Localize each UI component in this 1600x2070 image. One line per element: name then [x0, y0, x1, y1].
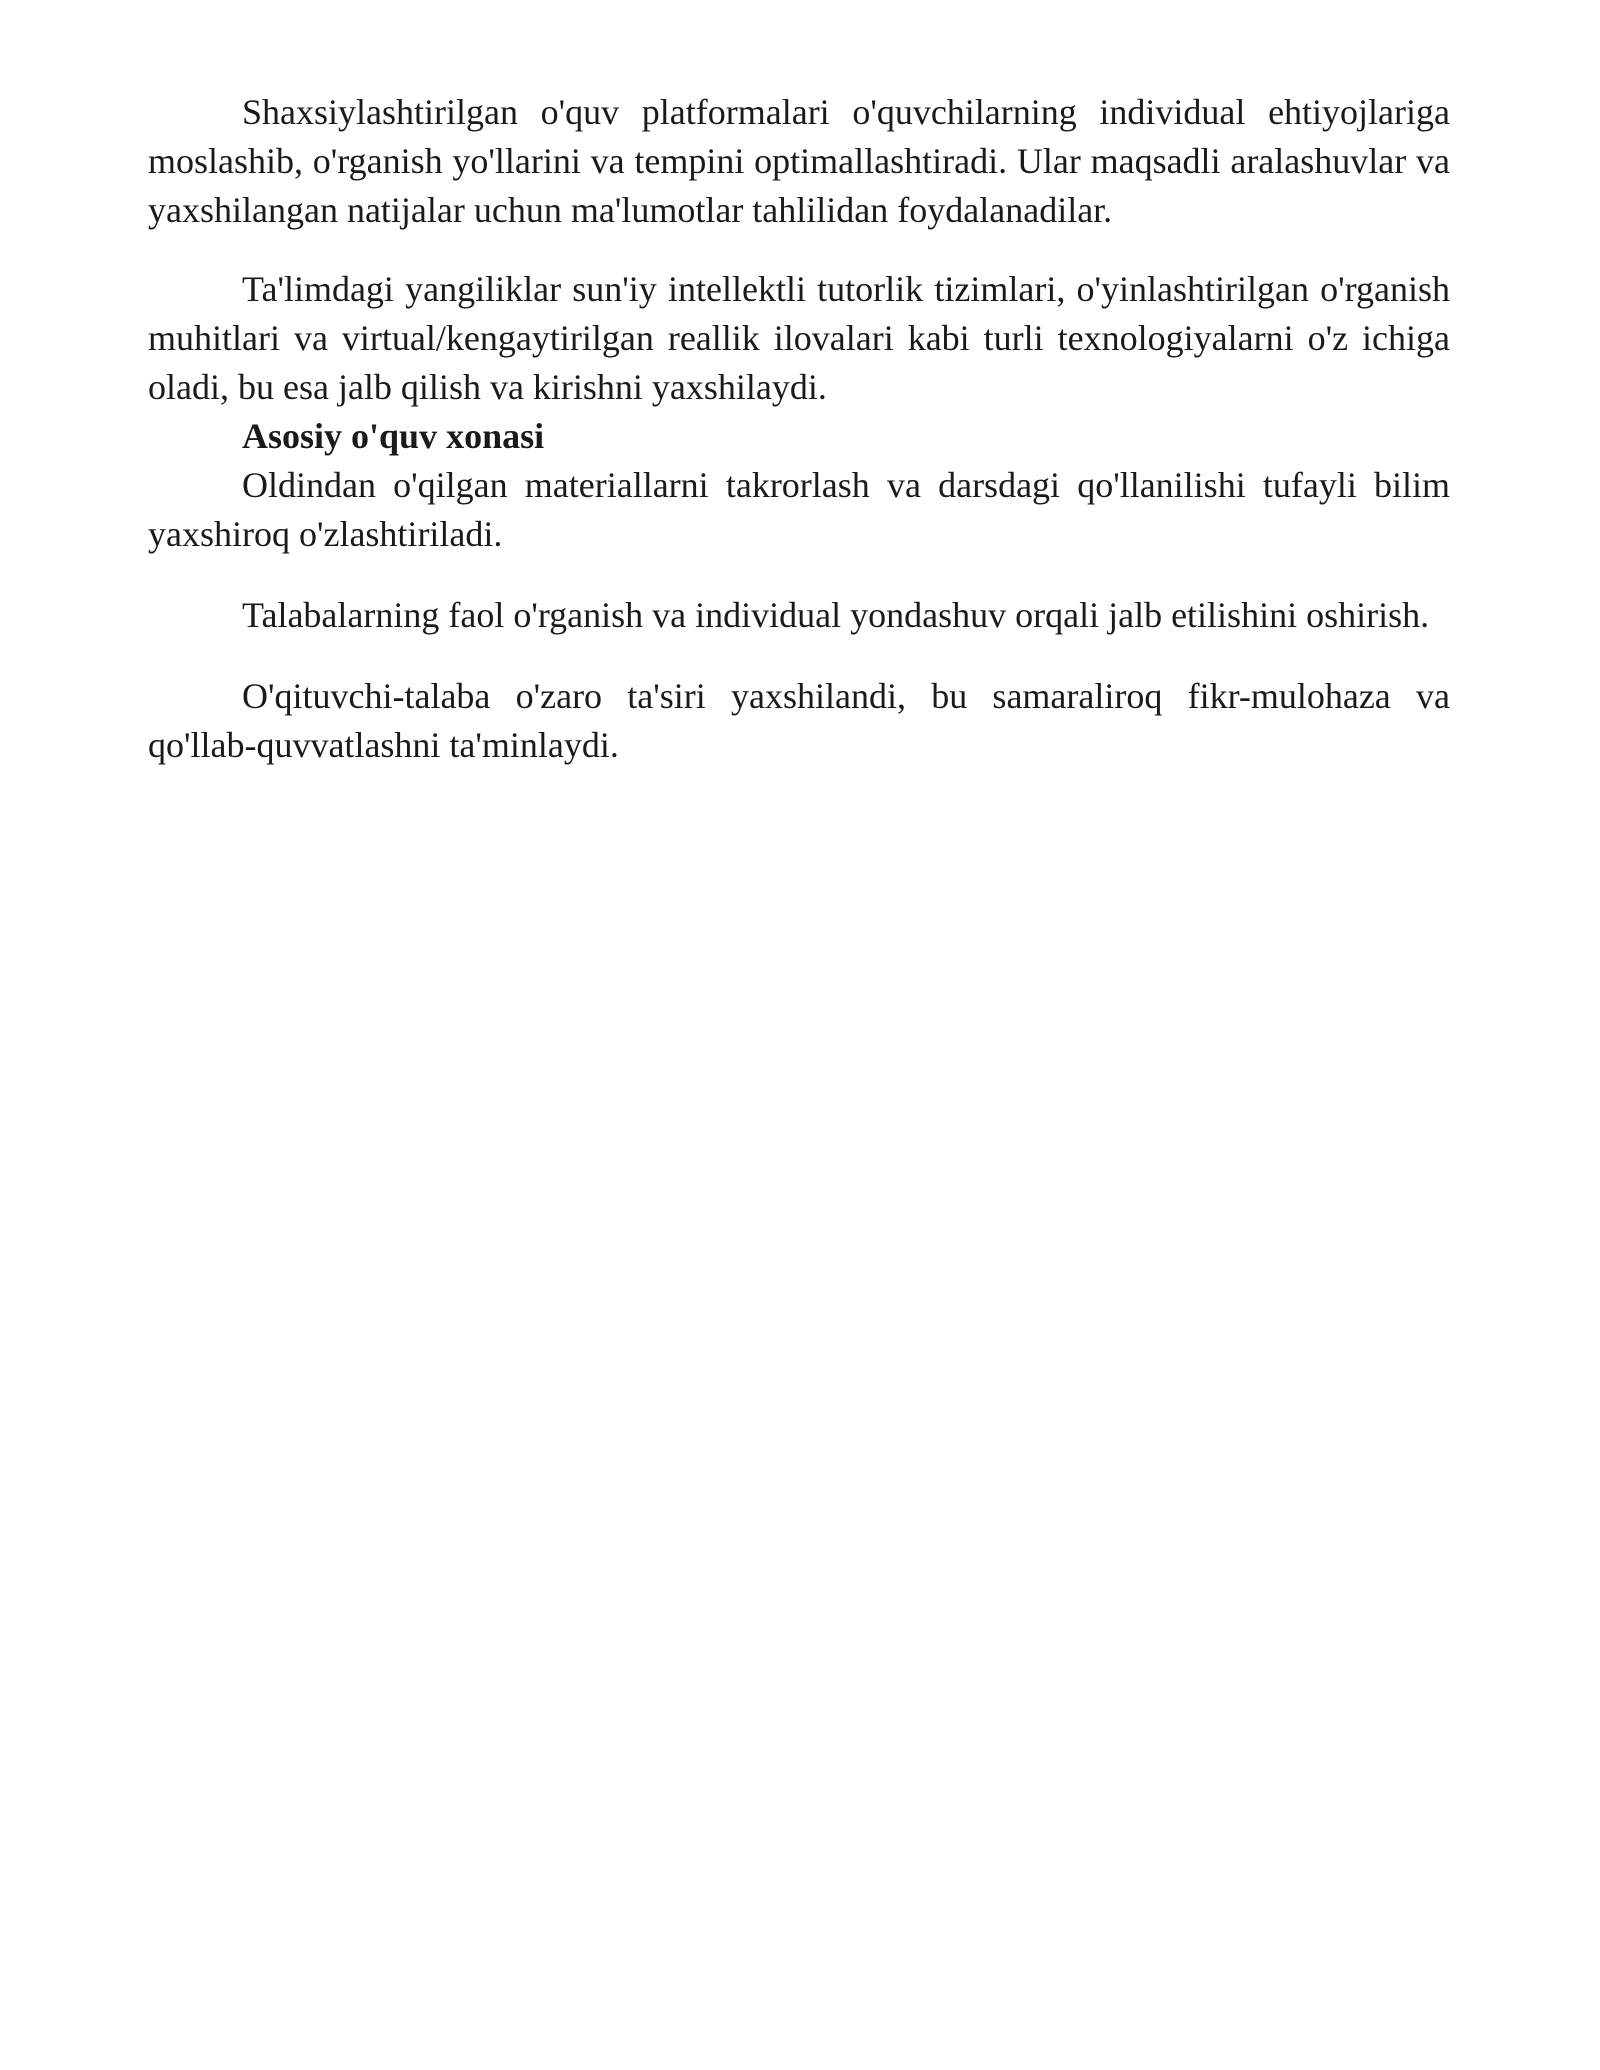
paragraph-education-innovations: Ta'limdagi yangiliklar sun'iy intellektli tutorlik tizimlari, o'yinlashtirilgan o'rganish muhitlari va virtual/kengaytirilgan reallik ilovalari kabi turli texnologiyalarni o'z ichiga oladi, bu esa jalb qilish va kirishni yaxshilaydi. [148, 269, 1450, 407]
section-heading: Asosiy o'quv xonasi [242, 416, 545, 456]
paragraph-student-engagement: Talabalarning faol o'rganish va individual yondashuv orqali jalb etilishini oshirish. [242, 595, 1430, 635]
paragraph-knowledge-retention: Oldindan o'qilgan materiallarni takrorlash va darsdagi qo'llanilishi tufayli bilim yaxshiroq o'zlashtiriladi. [148, 465, 1450, 554]
paragraph-personalized-platforms: Shaxsiylashtirilgan o'quv platformalari o'quvchilarning individual ehtiyojlariga moslashib, o'rganish yo'llarini va tempini optimallashtiradi. Ular maqsadli aralashuvlar va yaxshilangan natijalar uchun ma'lumotlar tahlilidan foydalanadilar. [148, 92, 1450, 230]
paragraph-teacher-student-interaction: O'qituvchi-talaba o'zaro ta'siri yaxshilandi, bu samaraliroq fikr-mulohaza va qo'llab-quvvatlashni ta'minlaydi. [148, 676, 1450, 765]
document-page [148, 88, 1450, 770]
